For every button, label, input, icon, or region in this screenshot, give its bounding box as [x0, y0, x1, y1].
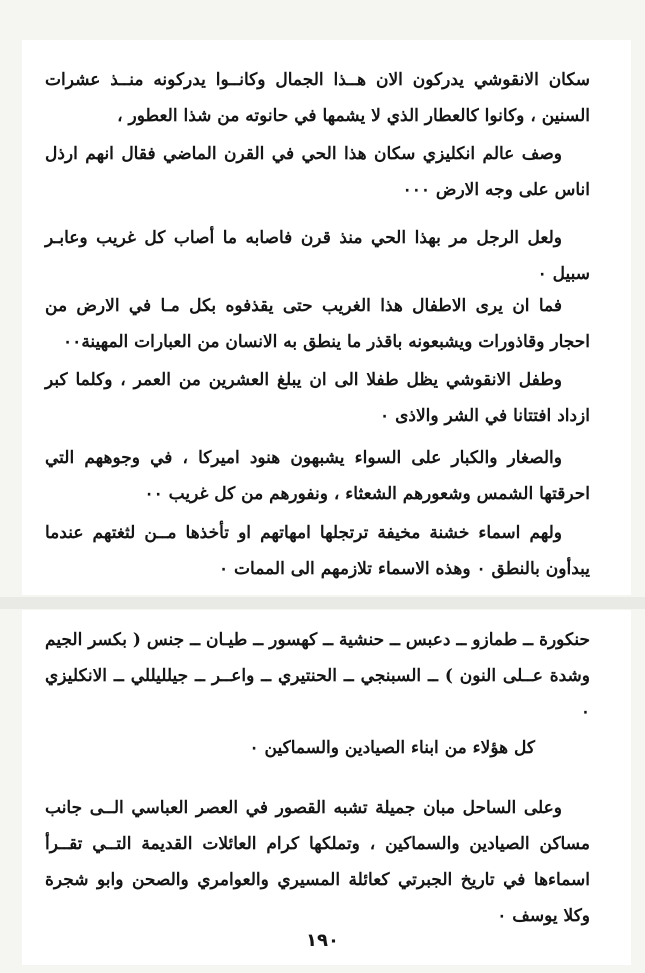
- paragraph-text: ولعل الرجل مر بهذا الحي منذ قرن فاصابه ما أصاب كل غريب وعابـر سبيل ٠: [45, 228, 590, 284]
- scan-seam: [0, 597, 645, 609]
- paragraph-10: [45, 790, 590, 934]
- paragraph-2: [45, 136, 590, 208]
- paragraph-5: [45, 362, 590, 434]
- paragraph-text: والصغار والكبار على السواء يشبهون هنود اميركا ، في وجوههم التي احرقتها الشمس وشعورهم الشعثاء ، ونفورهم من كل غريب ٠٠: [45, 448, 590, 504]
- paragraph-text: وعلى الساحل مبان جميلة تشبه القصور في العصر العباسي الــى جانب مساكن الصيادين والسماكين ، وتملكها كرام العائلات القديمة التــي تقــرأ اسماءها في تاريخ الجبرتي كعائلة المسيري والعوامري والصحن وابو شجرة وكلا يوسف ٠: [45, 798, 590, 926]
- paragraph-text: ولهم اسماء خشنة مخيفة ترتجلها امهاتهم او تأخذها مــن لثغتهم عندما يبدأون بالنطق ٠ وهذه الاسماء تلازمهم الى الممات ٠: [45, 523, 590, 579]
- paragraph-text: فما ان يرى الاطفال هذا الغريب حتى يقذفوه بكل مـا في الارض من احجار وقاذورات ويشبعونه باقذر ما ينطق به الانسان من العبارات المهينة٠٠: [45, 296, 590, 352]
- paragraph-1: [45, 62, 590, 134]
- paragraph-6: [45, 440, 590, 512]
- paragraph-9: [45, 730, 590, 766]
- paragraph-text: وصف عالم انكليزي سكان هذا الحي في القرن الماضي فقال انهم ارذل اناس على وجه الارض ٠٠٠: [45, 144, 590, 200]
- paragraph-3: [45, 220, 590, 292]
- paragraph-text: كل هؤلاء من ابناء الصيادين والسماكين ٠: [249, 738, 535, 758]
- paragraph-names-list: [45, 622, 590, 730]
- paragraph-text: وطفل الانقوشي يظل طفلا الى ان يبلغ العشرين من العمر ، وكلما كبر ازداد افتتانا في الشر والاذى ٠: [45, 370, 590, 426]
- paragraph-text: سكان الانقوشي يدركون الان هــذا الجمال وكانــوا يدركونه منــذ عشرات السنين ، وكانوا كالعطار الذي لا يشمها في حانوته من شذا العطور ،: [45, 70, 590, 126]
- page-number: ١٩٠: [306, 930, 339, 951]
- paragraph-text: حنكورة ــ طمازو ــ دعبس ــ حنشية ــ كهسور ــ طيـان ــ جنس ( بكسر الجيم وشدة عــلى النون ) ــ السبنجي ــ الحنتيري ــ واعــر ــ جيلليللي ــ الانكليزي ٠: [45, 630, 590, 722]
- paragraph-7: [45, 515, 590, 587]
- paragraph-4: [45, 288, 590, 360]
